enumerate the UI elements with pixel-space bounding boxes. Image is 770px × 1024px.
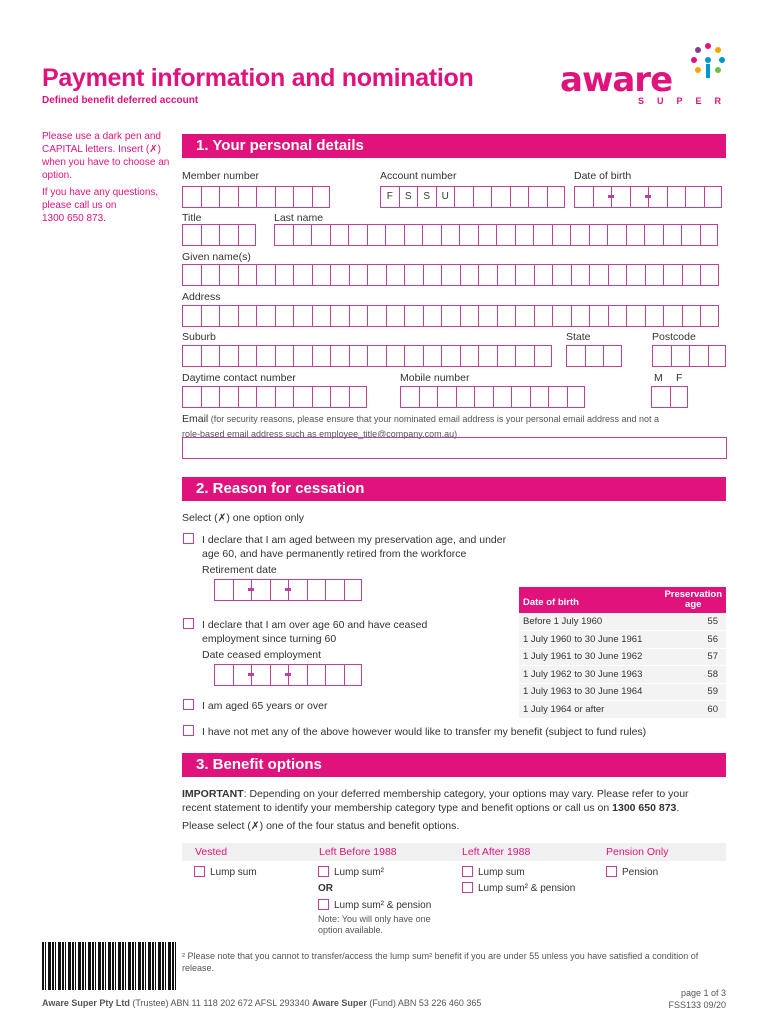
char-box[interactable] [552, 305, 571, 327]
char-box[interactable] [570, 224, 589, 246]
account-digit-box[interactable] [454, 186, 473, 208]
char-box[interactable] [344, 664, 363, 686]
table-cell-age: 59 [660, 683, 726, 701]
char-box[interactable] [515, 264, 534, 286]
char-box[interactable] [349, 264, 368, 286]
char-box[interactable] [497, 345, 516, 367]
char-box[interactable] [256, 345, 275, 367]
footer-page-info [668, 987, 726, 1011]
char-box[interactable] [534, 345, 553, 367]
char-box[interactable] [422, 224, 441, 246]
char-box[interactable] [663, 224, 682, 246]
char-box[interactable] [238, 345, 257, 367]
account-prefix-char: U [436, 186, 455, 208]
footer-legal [42, 998, 481, 1008]
option-over60-line1: I declare that I am over age 60 and have ceased [202, 619, 428, 631]
option-transfer-text: I have not met any of the above however would like to transfer my benefit (subject to fund rules) [202, 726, 647, 738]
char-box[interactable] [182, 386, 201, 408]
char-box[interactable] [534, 305, 553, 327]
char-box[interactable] [663, 264, 682, 286]
char-box[interactable] [704, 186, 723, 208]
suburb-field[interactable] [182, 345, 552, 367]
char-box[interactable] [626, 224, 645, 246]
char-box[interactable] [404, 305, 423, 327]
after-lump-sum-pension-label: Lump sum² & pension [478, 883, 576, 894]
f-label: F [676, 372, 683, 384]
char-box[interactable] [603, 345, 622, 367]
member-number-label: Member number [182, 170, 260, 182]
char-box[interactable] [201, 386, 220, 408]
char-box[interactable] [214, 579, 233, 601]
vested-lump-sum-checkbox[interactable] [194, 866, 205, 877]
char-box[interactable] [182, 264, 201, 286]
char-box[interactable] [201, 345, 220, 367]
email-note-1: (for security reasons, please ensure that your nominated email address is your personal email address and not a [208, 414, 660, 424]
char-box[interactable] [404, 224, 423, 246]
gender-f-box[interactable] [670, 386, 689, 408]
char-box[interactable] [459, 224, 478, 246]
questions-text: If you have any questions, please call us on [42, 187, 159, 211]
instructions-text: Please use a dark pen and CAPITAL letters. Insert (✗) when you have to choose an option. [42, 131, 170, 181]
char-box[interactable] [330, 345, 349, 367]
char-box[interactable] [214, 664, 233, 686]
char-box[interactable] [644, 224, 663, 246]
char-box[interactable] [312, 186, 331, 208]
char-box[interactable] [182, 224, 201, 246]
title-label: Title [182, 212, 202, 224]
char-box[interactable] [567, 386, 586, 408]
section-personal-details-heading: 1. Your personal details [182, 134, 726, 158]
table-head-dob: Date of birth [519, 587, 660, 613]
char-box[interactable] [275, 264, 294, 286]
char-box[interactable] [652, 345, 671, 367]
dob-label: Date of birth [574, 170, 632, 182]
char-box[interactable] [478, 345, 497, 367]
email-label: Email [182, 413, 209, 425]
table-cell-dob: 1 July 1964 or after [519, 701, 660, 719]
char-box[interactable] [325, 664, 344, 686]
char-box[interactable] [626, 305, 645, 327]
account-number-label: Account number [380, 170, 457, 182]
table-row [519, 631, 726, 649]
logo-word: aware [560, 60, 673, 100]
char-box[interactable] [238, 305, 257, 327]
char-box[interactable] [566, 345, 585, 367]
footer-trustee-text: (Trustee) ABN 11 118 202 672 AFSL 293340 [129, 998, 312, 1008]
date-ceased-field[interactable] [214, 664, 362, 686]
option-transfer-checkbox[interactable] [183, 725, 194, 736]
retirement-date-field[interactable] [214, 579, 362, 601]
table-row [519, 613, 726, 631]
before-lump-sum-pension-label: Lump sum² & pension [334, 900, 432, 911]
form-code: FSS133 09/20 [668, 1000, 726, 1010]
char-box[interactable] [182, 186, 201, 208]
char-box[interactable] [689, 345, 708, 367]
char-box[interactable] [330, 224, 349, 246]
email-input[interactable] [182, 437, 727, 459]
account-prefix-char: S [417, 186, 436, 208]
char-box[interactable] [307, 579, 326, 601]
important-text: : Depending on your deferred membership category, your options may vary. Please refer to your [243, 788, 689, 800]
char-box[interactable] [330, 264, 349, 286]
table-row [519, 683, 726, 701]
char-box[interactable] [645, 305, 664, 327]
char-box[interactable] [496, 224, 515, 246]
char-box[interactable] [589, 224, 608, 246]
char-box[interactable] [348, 224, 367, 246]
important-phone[interactable]: 1300 650 873 [612, 802, 677, 814]
last-name-label: Last name [274, 212, 324, 224]
option-retired-checkbox[interactable] [183, 533, 194, 544]
char-box[interactable] [700, 264, 719, 286]
char-box[interactable] [423, 264, 442, 286]
account-digit-box[interactable] [547, 186, 566, 208]
given-names-field[interactable] [182, 264, 719, 286]
char-box[interactable] [293, 264, 312, 286]
char-box[interactable] [589, 264, 608, 286]
state-label: State [566, 331, 591, 343]
char-box[interactable] [275, 186, 294, 208]
after-lump-sum-pension-checkbox[interactable] [462, 882, 473, 893]
char-box[interactable] [404, 264, 423, 286]
please-select-text: Please select (✗) one of the four status and benefit options. [182, 820, 460, 832]
account-prefix-char: F [380, 186, 399, 208]
char-box[interactable] [478, 305, 497, 327]
table-cell-dob: 1 July 1961 to 30 June 1962 [519, 648, 660, 666]
char-box[interactable] [349, 345, 368, 367]
option-over60-checkbox[interactable] [183, 618, 194, 629]
table-row [519, 648, 726, 666]
char-box[interactable] [533, 224, 552, 246]
char-box[interactable] [182, 305, 201, 327]
aware-super-logo [560, 40, 735, 110]
char-box[interactable] [238, 264, 257, 286]
char-box[interactable] [671, 345, 690, 367]
table-cell-dob: 1 July 1963 to 30 June 1964 [519, 683, 660, 701]
footer-fund-text: (Fund) ABN 53 226 460 365 [366, 998, 482, 1008]
footer-fund: Aware Super [311, 998, 367, 1008]
char-box[interactable] [700, 305, 719, 327]
after-lump-sum-label: Lump sum [478, 867, 525, 878]
address-label: Address [182, 291, 221, 303]
after-lump-sum-checkbox[interactable] [462, 866, 473, 877]
char-box[interactable] [474, 386, 493, 408]
page-number: page 1 of 3 [680, 988, 726, 998]
date-ceased-label: Date ceased employment [202, 649, 322, 661]
state-field[interactable] [566, 345, 622, 367]
char-box[interactable] [367, 224, 386, 246]
char-box[interactable] [441, 305, 460, 327]
char-box[interactable] [548, 386, 567, 408]
char-box[interactable] [367, 264, 386, 286]
char-box[interactable] [400, 386, 419, 408]
char-box[interactable] [293, 224, 312, 246]
char-box[interactable] [201, 264, 220, 286]
phone-number[interactable]: 1300 650 873. [42, 213, 106, 224]
char-box[interactable] [182, 345, 201, 367]
char-box[interactable] [238, 224, 257, 246]
table-cell-dob: 1 July 1962 to 30 June 1963 [519, 666, 660, 684]
char-box[interactable] [367, 345, 386, 367]
char-box[interactable] [386, 305, 405, 327]
char-box[interactable] [682, 305, 701, 327]
char-box[interactable] [460, 264, 479, 286]
char-box[interactable] [456, 386, 475, 408]
char-box[interactable] [219, 264, 238, 286]
option-65-checkbox[interactable] [183, 699, 194, 710]
account-digit-box[interactable] [510, 186, 529, 208]
char-box[interactable] [238, 186, 257, 208]
option-retired-line2: age 60, and have permanently retired from the workforce [202, 548, 467, 560]
char-box[interactable] [667, 186, 686, 208]
char-box[interactable] [419, 386, 438, 408]
account-digit-box[interactable] [473, 186, 492, 208]
char-box[interactable] [571, 264, 590, 286]
char-box[interactable] [219, 386, 238, 408]
last-name-field[interactable] [274, 224, 718, 246]
char-box[interactable] [608, 305, 627, 327]
char-box[interactable] [386, 345, 405, 367]
mobile-field[interactable] [400, 386, 585, 408]
preservation-age-table [519, 587, 726, 719]
char-box[interactable] [478, 224, 497, 246]
account-digit-box[interactable] [528, 186, 547, 208]
char-box[interactable] [275, 305, 294, 327]
char-box[interactable] [607, 224, 626, 246]
footnote: ² Please note that you cannot to transfer/access the lump sum² benefit if you are under 55 unless you have satisfied a condition of release. [182, 951, 699, 973]
char-box[interactable] [626, 264, 645, 286]
char-box[interactable] [645, 264, 664, 286]
given-names-label: Given name(s) [182, 251, 251, 263]
char-box[interactable] [460, 345, 479, 367]
char-box[interactable] [441, 224, 460, 246]
char-box[interactable] [385, 224, 404, 246]
char-box[interactable] [530, 386, 549, 408]
char-box[interactable] [256, 305, 275, 327]
col-left-before-1988: Left Before 1988 [319, 846, 397, 858]
char-box[interactable] [460, 305, 479, 327]
char-box[interactable] [552, 264, 571, 286]
table-cell-age: 60 [660, 701, 726, 719]
char-box[interactable] [700, 224, 719, 246]
benefit-options-header [182, 843, 726, 861]
char-box[interactable] [585, 345, 604, 367]
section-cessation-heading: 2. Reason for cessation [182, 477, 726, 501]
page-title: Payment information and nomination [42, 64, 474, 92]
mobile-label: Mobile number [400, 372, 470, 384]
char-box[interactable] [238, 386, 257, 408]
char-box[interactable] [571, 305, 590, 327]
table-cell-dob: Before 1 July 1960 [519, 613, 660, 631]
char-box[interactable] [312, 305, 331, 327]
char-box[interactable] [367, 305, 386, 327]
char-box[interactable] [685, 186, 704, 208]
logo-super: SUPER [638, 96, 735, 106]
note-label: Note [318, 914, 338, 924]
instructions [42, 130, 172, 229]
account-digit-box[interactable] [491, 186, 510, 208]
before-lump-sum-pension-checkbox[interactable] [318, 899, 329, 910]
retirement-date-label: Retirement date [202, 564, 277, 576]
char-box[interactable] [515, 224, 534, 246]
char-box[interactable] [344, 579, 363, 601]
char-box[interactable] [574, 186, 593, 208]
table-head-pres: Preservation age [660, 587, 726, 613]
table-cell-age: 55 [660, 613, 726, 631]
char-box[interactable] [515, 345, 534, 367]
char-box[interactable] [201, 305, 220, 327]
char-box[interactable] [256, 186, 275, 208]
table-cell-age: 56 [660, 631, 726, 649]
table-cell-age: 57 [660, 648, 726, 666]
char-box[interactable] [497, 264, 516, 286]
option-over60-text [202, 618, 427, 646]
char-box[interactable] [681, 224, 700, 246]
char-box[interactable] [437, 386, 456, 408]
pension-only-label: Pension [622, 867, 659, 878]
col-vested: Vested [195, 846, 228, 858]
char-box[interactable] [515, 305, 534, 327]
option-retired-line1: I declare that I am aged between my preservation age, and under [202, 534, 507, 546]
gender-field[interactable] [651, 386, 688, 408]
char-box[interactable] [274, 224, 293, 246]
table-row [519, 666, 726, 684]
address-field[interactable] [182, 305, 719, 327]
gender-m-box[interactable] [651, 386, 670, 408]
char-box[interactable] [312, 345, 331, 367]
note-body: : You will only have one option available. [318, 914, 431, 935]
postcode-label: Postcode [652, 331, 696, 343]
or-text: OR [318, 883, 333, 894]
char-box[interactable] [682, 264, 701, 286]
char-box[interactable] [589, 305, 608, 327]
char-box[interactable] [349, 305, 368, 327]
table-row [519, 701, 726, 719]
title-field[interactable] [182, 224, 256, 246]
char-box[interactable] [330, 386, 349, 408]
before-lump-sum-checkbox[interactable] [318, 866, 329, 877]
table-cell-dob: 1 July 1960 to 30 June 1961 [519, 631, 660, 649]
char-box[interactable] [275, 386, 294, 408]
col-pension-only: Pension Only [606, 846, 669, 858]
char-box[interactable] [219, 224, 238, 246]
pension-only-checkbox[interactable] [606, 866, 617, 877]
email-note-2: role-based email address such as employee_title@company.com.au) [182, 429, 458, 439]
char-box[interactable] [330, 305, 349, 327]
char-box[interactable] [256, 264, 275, 286]
char-box[interactable] [423, 345, 442, 367]
option-65-text: I am aged 65 years or over [202, 700, 328, 712]
char-box[interactable] [441, 264, 460, 286]
char-box[interactable] [441, 345, 460, 367]
barcode [42, 942, 176, 990]
char-box[interactable] [325, 579, 344, 601]
char-box[interactable] [423, 305, 442, 327]
important-text-2: recent statement to identify your membership category type and benefit options or call us on [182, 802, 613, 814]
char-box[interactable] [312, 386, 331, 408]
char-box[interactable] [608, 264, 627, 286]
option-retired-text [202, 533, 506, 561]
char-box[interactable] [404, 345, 423, 367]
page-subtitle: Defined benefit deferred account [42, 95, 199, 106]
char-box[interactable] [219, 305, 238, 327]
char-box[interactable] [293, 186, 312, 208]
important-note: IMPORTANT: Depending on your deferred membership category, your options may vary. Please refer to your recent statement to identify your membership category type and benefit options or call us on 1300 650 873. [182, 788, 689, 814]
account-number-field[interactable] [380, 186, 565, 208]
char-box[interactable] [478, 264, 497, 286]
char-box[interactable] [534, 264, 553, 286]
char-box[interactable] [708, 345, 727, 367]
member-number-field[interactable] [182, 186, 330, 208]
suburb-label: Suburb [182, 331, 216, 343]
dob-field[interactable] [574, 186, 722, 208]
char-box[interactable] [552, 224, 571, 246]
table-cell-age: 58 [660, 666, 726, 684]
char-box[interactable] [275, 345, 294, 367]
char-box[interactable] [201, 186, 220, 208]
daytime-field[interactable] [182, 386, 367, 408]
postcode-field[interactable] [652, 345, 726, 367]
important-label: IMPORTANT [182, 788, 244, 800]
before-lump-sum-label: Lump sum² [334, 867, 385, 878]
char-box[interactable] [493, 386, 512, 408]
char-box[interactable] [219, 345, 238, 367]
section-benefit-options-heading: 3. Benefit options [182, 753, 726, 777]
account-prefix-char: S [399, 186, 418, 208]
note-text [318, 914, 448, 936]
footer-trustee: Aware Super Pty Ltd [42, 998, 130, 1008]
char-box[interactable] [293, 305, 312, 327]
char-box[interactable] [511, 386, 530, 408]
char-box[interactable] [201, 224, 220, 246]
col-left-after-1988: Left After 1988 [462, 846, 531, 858]
char-box[interactable] [256, 386, 275, 408]
char-box[interactable] [386, 264, 405, 286]
char-box[interactable] [293, 386, 312, 408]
option-over60-line2: employment since turning 60 [202, 633, 337, 645]
char-box[interactable] [307, 664, 326, 686]
char-box[interactable] [497, 305, 516, 327]
daytime-label: Daytime contact number [182, 372, 296, 384]
vested-lump-sum-label: Lump sum [210, 867, 257, 878]
char-box[interactable] [663, 305, 682, 327]
char-box[interactable] [349, 386, 368, 408]
char-box[interactable] [311, 224, 330, 246]
char-box[interactable] [293, 345, 312, 367]
m-label: M [654, 372, 663, 384]
select-one-text: Select (✗) one option only [182, 512, 305, 524]
char-box[interactable] [219, 186, 238, 208]
char-box[interactable] [312, 264, 331, 286]
